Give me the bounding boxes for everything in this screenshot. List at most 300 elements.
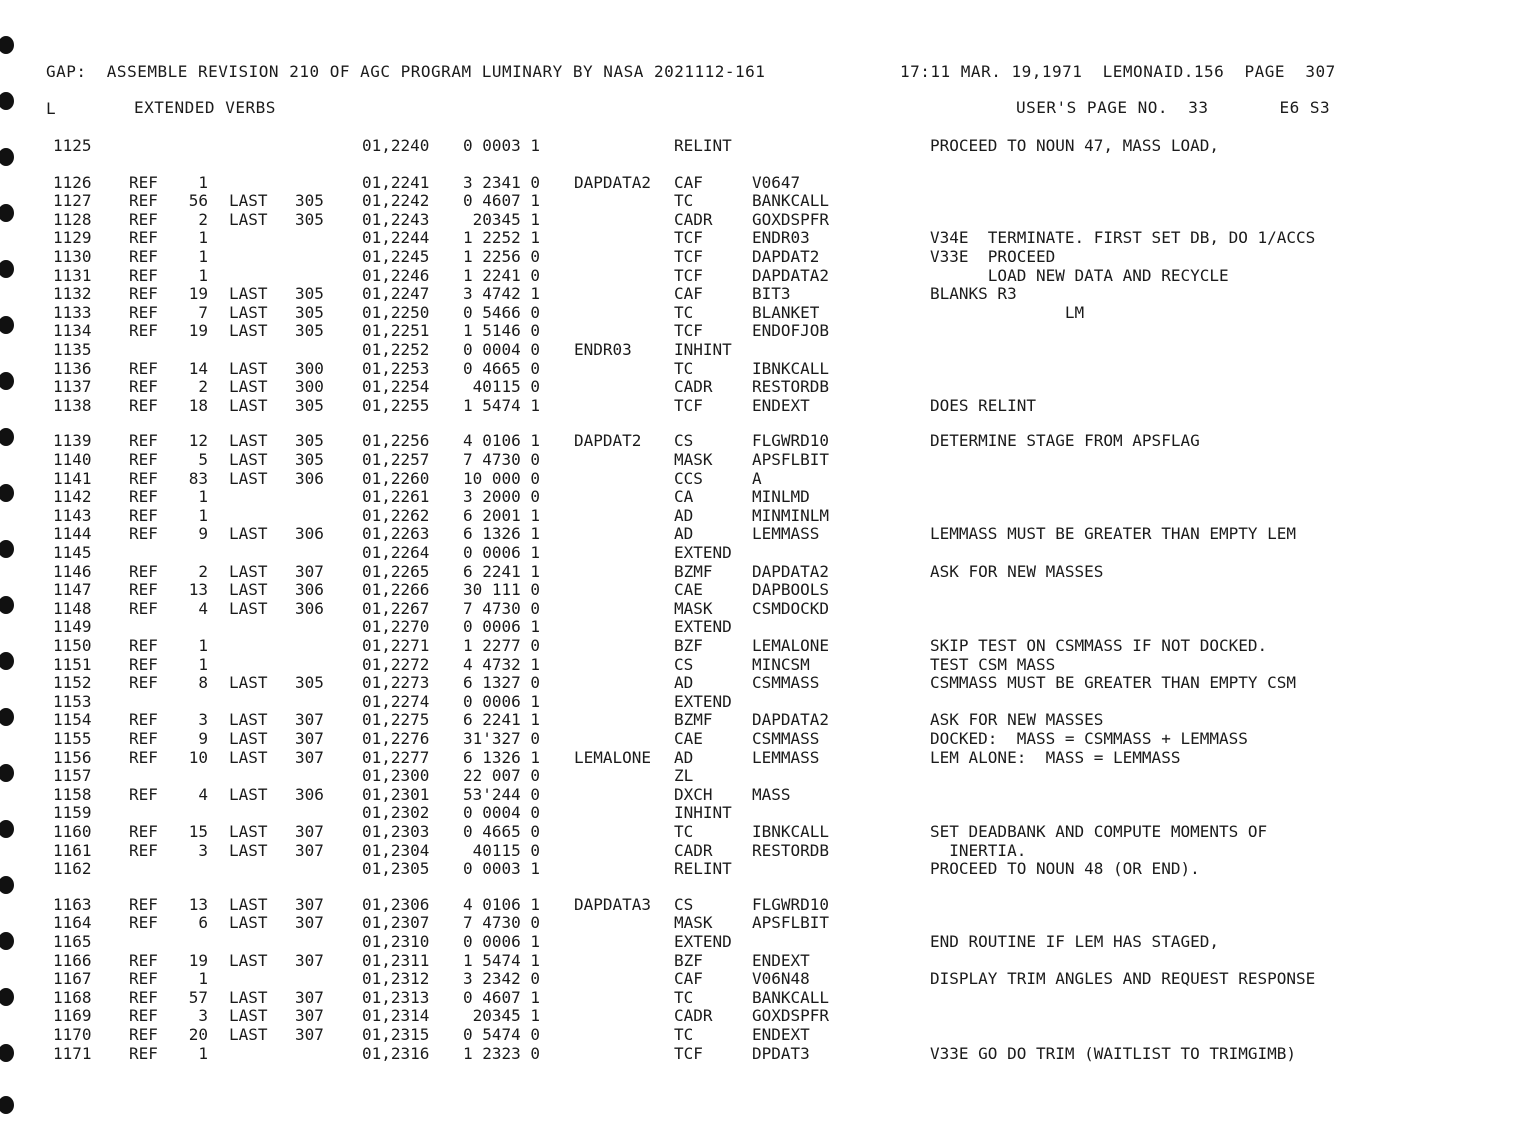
listing-refnum: 9 xyxy=(198,729,208,748)
listing-ref: REF xyxy=(129,599,158,618)
listing-ref: REF xyxy=(129,266,158,285)
listing-op: MASK xyxy=(674,913,713,932)
listing-refnum: 1 xyxy=(198,247,208,266)
listing-refnum: 3 xyxy=(198,1006,208,1025)
section-title: EXTENDED VERBS xyxy=(134,98,276,117)
listing-ref: REF xyxy=(129,1044,158,1063)
listing-op: TC xyxy=(674,988,694,1007)
listing-lastpg: 307 xyxy=(295,562,324,581)
listing-code: 40115 0 xyxy=(463,377,541,396)
listing-line: 1153 xyxy=(53,692,92,711)
listing-addr: 01,2241 xyxy=(362,173,430,192)
listing-operand: CSMMASS xyxy=(752,673,820,692)
listing-line: 1142 xyxy=(53,487,92,506)
listing-last: LAST xyxy=(229,210,268,229)
listing-line: 1134 xyxy=(53,321,92,340)
listing-addr: 01,2277 xyxy=(362,748,430,767)
feed-hole xyxy=(0,764,14,782)
listing-lastpg: 307 xyxy=(295,1025,324,1044)
listing-line: 1144 xyxy=(53,524,92,543)
listing-refnum: 12 xyxy=(188,431,208,450)
listing-operand: DAPDATA2 xyxy=(752,562,830,581)
listing-lastpg: 305 xyxy=(295,191,324,210)
listing-ref: REF xyxy=(129,210,158,229)
listing-ref: REF xyxy=(129,469,158,488)
listing-refnum: 1 xyxy=(198,655,208,674)
listing-lastpg: 305 xyxy=(295,396,324,415)
listing-lastpg: 305 xyxy=(295,450,324,469)
feed-hole xyxy=(0,932,14,950)
listing-op: RELINT xyxy=(674,136,732,155)
listing-operand: IBNKCALL xyxy=(752,359,830,378)
listing-op: INHINT xyxy=(674,803,732,822)
listing-line: 1148 xyxy=(53,599,92,618)
listing-code: 1 2256 0 xyxy=(463,247,541,266)
listing-refnum: 1 xyxy=(198,228,208,247)
listing-op: CAF xyxy=(674,173,703,192)
listing-refnum: 19 xyxy=(188,321,208,340)
listing-code: 0 0006 1 xyxy=(463,932,541,951)
listing-refnum: 8 xyxy=(198,673,208,692)
listing-refnum: 1 xyxy=(198,636,208,655)
listing-line: 1161 xyxy=(53,841,92,860)
listing-ref: REF xyxy=(129,580,158,599)
listing-op: MASK xyxy=(674,599,713,618)
listing-op: DXCH xyxy=(674,785,713,804)
listing-last: LAST xyxy=(229,673,268,692)
listing-operand: GOXDSPFR xyxy=(752,1006,830,1025)
listing-line: 1149 xyxy=(53,617,92,636)
listing-ref: REF xyxy=(129,377,158,396)
listing-operand: MASS xyxy=(752,785,791,804)
listing-addr: 01,2276 xyxy=(362,729,430,748)
listing-code: 0 4665 0 xyxy=(463,822,541,841)
listing-ref: REF xyxy=(129,785,158,804)
listing-ref: REF xyxy=(129,450,158,469)
listing-refnum: 7 xyxy=(198,303,208,322)
listing-op: AD xyxy=(674,524,694,543)
listing-comment: BLANKS R3 xyxy=(930,284,1017,303)
listing-ref: REF xyxy=(129,988,158,1007)
listing-refnum: 19 xyxy=(188,284,208,303)
listing-addr: 01,2256 xyxy=(362,431,430,450)
listing-comment: TEST CSM MASS xyxy=(930,655,1056,674)
listing-comment: LOAD NEW DATA AND RECYCLE xyxy=(930,266,1229,285)
listing-addr: 01,2240 xyxy=(362,136,430,155)
listing-lastpg: 307 xyxy=(295,822,324,841)
listing-last: LAST xyxy=(229,377,268,396)
listing-line: 1137 xyxy=(53,377,92,396)
feed-hole xyxy=(0,36,14,54)
listing-addr: 01,2301 xyxy=(362,785,430,804)
listing-code: 4 0106 1 xyxy=(463,431,541,450)
listing-ref: REF xyxy=(129,303,158,322)
listing-code: 1 2252 1 xyxy=(463,228,541,247)
listing-last: LAST xyxy=(229,359,268,378)
listing-addr: 01,2266 xyxy=(362,580,430,599)
listing-last: LAST xyxy=(229,841,268,860)
feed-hole xyxy=(0,260,14,278)
listing-last: LAST xyxy=(229,785,268,804)
listing-refnum: 5 xyxy=(198,450,208,469)
listing-line: 1160 xyxy=(53,822,92,841)
listing-operand: LEMALONE xyxy=(752,636,830,655)
feed-hole xyxy=(0,596,14,614)
listing-addr: 01,2316 xyxy=(362,1044,430,1063)
listing-comment: PROCEED TO NOUN 48 (OR END). xyxy=(930,859,1200,878)
feed-hole xyxy=(0,204,14,222)
listing-last: LAST xyxy=(229,580,268,599)
listing-op: TCF xyxy=(674,247,703,266)
listing-ref: REF xyxy=(129,636,158,655)
listing-line: 1127 xyxy=(53,191,92,210)
listing-line: 1129 xyxy=(53,228,92,247)
listing-code: 0 0003 1 xyxy=(463,859,541,878)
listing-addr: 01,2254 xyxy=(362,377,430,396)
listing-lastpg: 307 xyxy=(295,988,324,1007)
listing-line: 1157 xyxy=(53,766,92,785)
listing-comment: LM xyxy=(930,303,1085,322)
listing-line: 1128 xyxy=(53,210,92,229)
listing-op: CS xyxy=(674,895,694,914)
listing-lastpg: 306 xyxy=(295,469,324,488)
listing-code: 1 2277 0 xyxy=(463,636,541,655)
listing-op: CS xyxy=(674,431,694,450)
listing-operand: CSMDOCKD xyxy=(752,599,830,618)
listing-addr: 01,2267 xyxy=(362,599,430,618)
listing-last: LAST xyxy=(229,988,268,1007)
listing-op: BZF xyxy=(674,636,703,655)
listing-ref: REF xyxy=(129,431,158,450)
listing-operand: IBNKCALL xyxy=(752,822,830,841)
listing-refnum: 1 xyxy=(198,969,208,988)
listing-line: 1141 xyxy=(53,469,92,488)
listing-line: 1166 xyxy=(53,951,92,970)
listing-lastpg: 306 xyxy=(295,524,324,543)
listing-last: LAST xyxy=(229,748,268,767)
listing-lastpg: 307 xyxy=(295,913,324,932)
listing-ref: REF xyxy=(129,655,158,674)
listing-line: 1158 xyxy=(53,785,92,804)
listing-lastpg: 306 xyxy=(295,599,324,618)
listing-ref: REF xyxy=(129,729,158,748)
listing-label: DAPDATA2 xyxy=(574,173,652,192)
listing-comment: ASK FOR NEW MASSES xyxy=(930,710,1104,729)
listing-operand: MINCSM xyxy=(752,655,810,674)
listing-code: 22 007 0 xyxy=(463,766,541,785)
listing-ref: REF xyxy=(129,321,158,340)
listing-addr: 01,2245 xyxy=(362,247,430,266)
listing-refnum: 10 xyxy=(188,748,208,767)
listing-last: LAST xyxy=(229,303,268,322)
listing-operand: DAPDAT2 xyxy=(752,247,820,266)
feed-hole xyxy=(0,652,14,670)
listing-operand: BANKCALL xyxy=(752,191,830,210)
listing-refnum: 56 xyxy=(188,191,208,210)
listing-code: 0 0006 1 xyxy=(463,617,541,636)
listing-line: 1165 xyxy=(53,932,92,951)
listing-operand: RESTORDB xyxy=(752,841,830,860)
listing-operand: LEMMASS xyxy=(752,748,820,767)
listing-lastpg: 300 xyxy=(295,359,324,378)
listing-op: CA xyxy=(674,487,694,506)
listing-op: BZF xyxy=(674,951,703,970)
listing-addr: 01,2253 xyxy=(362,359,430,378)
listing-line: 1125 xyxy=(53,136,92,155)
listing-label: DAPDAT2 xyxy=(574,431,642,450)
listing-operand: A xyxy=(752,469,762,488)
listing-code: 0 0004 0 xyxy=(463,803,541,822)
listing-refnum: 1 xyxy=(198,1044,208,1063)
listing-addr: 01,2270 xyxy=(362,617,430,636)
listing-last: LAST xyxy=(229,895,268,914)
listing-op: TCF xyxy=(674,396,703,415)
listing-op: TCF xyxy=(674,266,703,285)
listing-comment: DOES RELINT xyxy=(930,396,1036,415)
listing-line: 1170 xyxy=(53,1025,92,1044)
listing-code: 6 1326 1 xyxy=(463,524,541,543)
listing-code: 6 2241 1 xyxy=(463,710,541,729)
listing-refnum: 1 xyxy=(198,173,208,192)
listing-ref: REF xyxy=(129,710,158,729)
listing-operand: LEMMASS xyxy=(752,524,820,543)
listing-operand: FLGWRD10 xyxy=(752,895,830,914)
listing-last: LAST xyxy=(229,396,268,415)
listing-ref: REF xyxy=(129,284,158,303)
listing-op: TC xyxy=(674,191,694,210)
header-timestamp-page: 17:11 MAR. 19,1971 LEMONAID.156 PAGE 307 xyxy=(900,62,1336,81)
feed-hole xyxy=(0,92,14,110)
listing-op: AD xyxy=(674,673,694,692)
listing-line: 1163 xyxy=(53,895,92,914)
listing-code: 3 2341 0 xyxy=(463,173,541,192)
listing-op: CS xyxy=(674,655,694,674)
listing-operand: BANKCALL xyxy=(752,988,830,1007)
listing-op: CADR xyxy=(674,210,713,229)
listing-addr: 01,2251 xyxy=(362,321,430,340)
listing-op: BZMF xyxy=(674,710,713,729)
listing-code: 0 0004 0 xyxy=(463,340,541,359)
feed-hole xyxy=(0,988,14,1006)
listing-addr: 01,2303 xyxy=(362,822,430,841)
listing-addr: 01,2243 xyxy=(362,210,430,229)
listing-op: AD xyxy=(674,506,694,525)
listing-op: TCF xyxy=(674,1044,703,1063)
listing-refnum: 20 xyxy=(188,1025,208,1044)
listing-code: 4 0106 1 xyxy=(463,895,541,914)
listing-operand: DAPDATA2 xyxy=(752,710,830,729)
listing-refnum: 13 xyxy=(188,580,208,599)
listing-code: 7 4730 0 xyxy=(463,913,541,932)
listing-ref: REF xyxy=(129,487,158,506)
listing-code: 6 2001 1 xyxy=(463,506,541,525)
listing-last: LAST xyxy=(229,284,268,303)
listing-code: 0 4607 1 xyxy=(463,191,541,210)
listing-refnum: 9 xyxy=(198,524,208,543)
listing-addr: 01,2275 xyxy=(362,710,430,729)
listing-comment: END ROUTINE IF LEM HAS STAGED, xyxy=(930,932,1219,951)
listing-line: 1151 xyxy=(53,655,92,674)
listing-addr: 01,2260 xyxy=(362,469,430,488)
listing-op: TC xyxy=(674,303,694,322)
listing-last: LAST xyxy=(229,524,268,543)
listing-comment: DOCKED: MASS = CSMMASS + LEMMASS xyxy=(930,729,1248,748)
listing-line: 1140 xyxy=(53,450,92,469)
listing-refnum: 18 xyxy=(188,396,208,415)
listing-last: LAST xyxy=(229,822,268,841)
listing-comment: SET DEADBANK AND COMPUTE MOMENTS OF xyxy=(930,822,1268,841)
listing-code: 10 000 0 xyxy=(463,469,541,488)
listing-line: 1132 xyxy=(53,284,92,303)
listing-ref: REF xyxy=(129,247,158,266)
listing-line: 1136 xyxy=(53,359,92,378)
listing-line: 1164 xyxy=(53,913,92,932)
listing-code: 7 4730 0 xyxy=(463,450,541,469)
listing-lastpg: 305 xyxy=(295,431,324,450)
listing-code: 1 2241 0 xyxy=(463,266,541,285)
listing-last: LAST xyxy=(229,469,268,488)
listing-ref: REF xyxy=(129,673,158,692)
listing-ref: REF xyxy=(129,396,158,415)
listing-code: 6 2241 1 xyxy=(463,562,541,581)
listing-lastpg: 300 xyxy=(295,377,324,396)
listing-lastpg: 307 xyxy=(295,841,324,860)
listing-op: TC xyxy=(674,822,694,841)
listing-op: INHINT xyxy=(674,340,732,359)
listing-last: LAST xyxy=(229,710,268,729)
listing-code: 0 4607 1 xyxy=(463,988,541,1007)
listing-operand: APSFLBIT xyxy=(752,450,830,469)
listing-op: AD xyxy=(674,748,694,767)
listing-last: LAST xyxy=(229,951,268,970)
listing-operand: MINLMD xyxy=(752,487,810,506)
listing-label: ENDR03 xyxy=(574,340,632,359)
listing-lastpg: 306 xyxy=(295,785,324,804)
listing-operand: RESTORDB xyxy=(752,377,830,396)
listing-addr: 01,2255 xyxy=(362,396,430,415)
listing-code: 1 5146 0 xyxy=(463,321,541,340)
listing-ref: REF xyxy=(129,191,158,210)
listing-lastpg: 307 xyxy=(295,951,324,970)
listing-code: 31'327 0 xyxy=(463,729,541,748)
listing-line: 1147 xyxy=(53,580,92,599)
listing-op: TCF xyxy=(674,228,703,247)
listing-ref: REF xyxy=(129,822,158,841)
listing-code: 0 0003 1 xyxy=(463,136,541,155)
listing-addr: 01,2312 xyxy=(362,969,430,988)
listing-comment: V33E PROCEED xyxy=(930,247,1056,266)
listing-operand: DAPBOOLS xyxy=(752,580,830,599)
listing-operand: DAPDATA2 xyxy=(752,266,830,285)
feed-hole xyxy=(0,148,14,166)
listing-addr: 01,2311 xyxy=(362,951,430,970)
listing-line: 1133 xyxy=(53,303,92,322)
listing-code: 0 4665 0 xyxy=(463,359,541,378)
listing-addr: 01,2262 xyxy=(362,506,430,525)
listing-op: ZL xyxy=(674,766,694,785)
listing-addr: 01,2263 xyxy=(362,524,430,543)
listing-code: 3 2342 0 xyxy=(463,969,541,988)
listing-code: 30 111 0 xyxy=(463,580,541,599)
listing-refnum: 4 xyxy=(198,785,208,804)
listing-addr: 01,2306 xyxy=(362,895,430,914)
listing-comment: LEMMASS MUST BE GREATER THAN EMPTY LEM xyxy=(930,524,1297,543)
listing-line: 1162 xyxy=(53,859,92,878)
listing-op: EXTEND xyxy=(674,543,732,562)
listing-code: 0 5474 0 xyxy=(463,1025,541,1044)
listing-operand: V06N48 xyxy=(752,969,810,988)
listing-line: 1156 xyxy=(53,748,92,767)
listing-refnum: 1 xyxy=(198,487,208,506)
feed-hole xyxy=(0,1044,14,1062)
listing-ref: REF xyxy=(129,1025,158,1044)
listing-ref: REF xyxy=(129,506,158,525)
listing-lastpg: 305 xyxy=(295,321,324,340)
listing-refnum: 1 xyxy=(198,266,208,285)
listing-comment: DETERMINE STAGE FROM APSFLAG xyxy=(930,431,1200,450)
listing-addr: 01,2273 xyxy=(362,673,430,692)
listing-code: 4 4732 1 xyxy=(463,655,541,674)
listing-addr: 01,2315 xyxy=(362,1025,430,1044)
feed-hole xyxy=(0,876,14,894)
listing-op: CAF xyxy=(674,284,703,303)
listing-line: 1171 xyxy=(53,1044,92,1063)
listing-refnum: 15 xyxy=(188,822,208,841)
listing-last: LAST xyxy=(229,599,268,618)
listing-refnum: 13 xyxy=(188,895,208,914)
listing-addr: 01,2242 xyxy=(362,191,430,210)
listing-op: MASK xyxy=(674,450,713,469)
listing-last: LAST xyxy=(229,191,268,210)
listing-addr: 01,2257 xyxy=(362,450,430,469)
listing-refnum: 14 xyxy=(188,359,208,378)
listing-last: LAST xyxy=(229,1006,268,1025)
listing-line: 1145 xyxy=(53,543,92,562)
listing-line: 1159 xyxy=(53,803,92,822)
listing-code: 1 2323 0 xyxy=(463,1044,541,1063)
listing-code: 20345 1 xyxy=(463,1006,541,1025)
listing-addr: 01,2300 xyxy=(362,766,430,785)
listing-ref: REF xyxy=(129,895,158,914)
listing-ref: REF xyxy=(129,228,158,247)
listing-ref: REF xyxy=(129,748,158,767)
listing-addr: 01,2304 xyxy=(362,841,430,860)
listing-operand: ENDEXT xyxy=(752,396,810,415)
listing-last: LAST xyxy=(229,1025,268,1044)
listing-last: LAST xyxy=(229,450,268,469)
listing-comment: SKIP TEST ON CSMMASS IF NOT DOCKED. xyxy=(930,636,1268,655)
listing-comment: CSMMASS MUST BE GREATER THAN EMPTY CSM xyxy=(930,673,1297,692)
listing-code: 0 0006 1 xyxy=(463,543,541,562)
listing-operand: ENDR03 xyxy=(752,228,810,247)
feed-hole xyxy=(0,708,14,726)
listing-refnum: 3 xyxy=(198,841,208,860)
listing-lastpg: 307 xyxy=(295,895,324,914)
listing-lastpg: 306 xyxy=(295,580,324,599)
listing-operand: ENDOFJOB xyxy=(752,321,830,340)
listing-operand: BIT3 xyxy=(752,284,791,303)
listing-last: LAST xyxy=(229,913,268,932)
listing-refnum: 2 xyxy=(198,377,208,396)
listing-addr: 01,2252 xyxy=(362,340,430,359)
listing-addr: 01,2305 xyxy=(362,859,430,878)
listing-addr: 01,2247 xyxy=(362,284,430,303)
listing-ref: REF xyxy=(129,841,158,860)
feed-hole xyxy=(0,820,14,838)
listing-ref: REF xyxy=(129,913,158,932)
listing-op: CADR xyxy=(674,377,713,396)
listing-comment: ASK FOR NEW MASSES xyxy=(930,562,1104,581)
